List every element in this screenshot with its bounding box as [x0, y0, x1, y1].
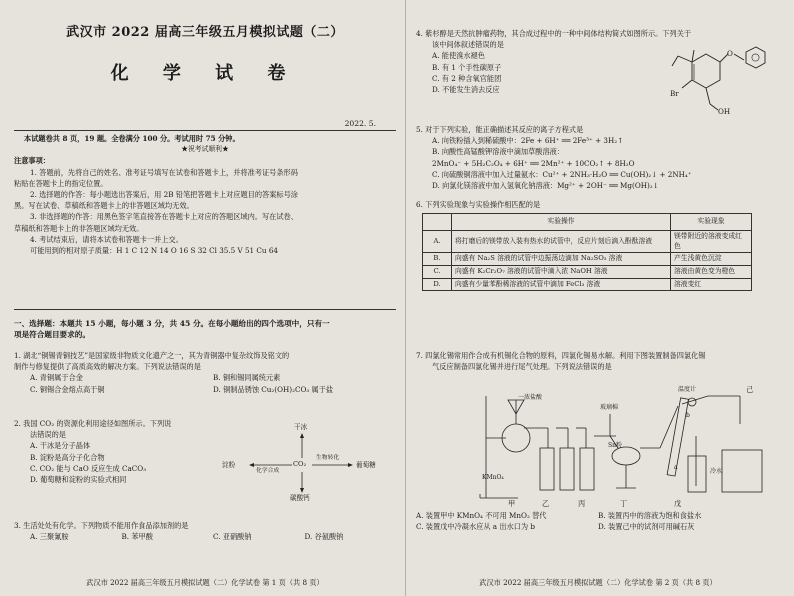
question-7-options [416, 510, 780, 532]
question-6: 6. 下列实验现象与实验操作相匹配的是 实验操作 实验现象 A. 将打磨后的镁带放入装有热水的试管中，反应片刻后滴入酚酞溶液 镁带附近的溶液变成红色 B. 向盛有 Na₂S 溶液的试管中边振荡边滴加 Na₂SO₃ 溶液 产生浅黄色沉淀 C. 向盛有 K₂Cr₂O₇ 溶液的试管中滴入浓 NaOH 溶液 溶液由黄色变为橙色 D. 向盛有少量苯酚稀溶液的试管中滴加 FeCl₃ 溶液 溶液变红 [416, 199, 780, 291]
q3-option-c: C. 亚硝酸钠 [213, 532, 252, 542]
label-apparatus-jia: 甲 [508, 499, 516, 508]
q4-option-b: B. 有 1 个手性碳原子 [432, 62, 502, 72]
q1-option-b: B. 铜和锡同属统元素 [213, 373, 281, 383]
label-kmno4: KMnO₄ [482, 474, 504, 481]
scheme-dry-ice: 干冰 [294, 423, 308, 431]
q1-option-c: C. 铜锡合金熔点高于铜 [30, 384, 105, 394]
question-1: 1. 湖北“铜锡青铜技艺”是国家级非物质文化遗产之一，其为青铜器中复杂纹饰及铭文的 制作与修复提供了高质高效的解决方案。下列说法错误的是 A. 青铜属于合金 B. 铜和锡同属统元素 C. 铜锡合金熔点高于铜 D. 铜制品锈蚀 Cu₂(OH)₂CO₃ 属于盐 [14, 350, 396, 395]
label-apparatus-bing: 丙 [578, 499, 586, 508]
label-apparatus-ding: 丁 [620, 499, 628, 508]
exam-date: 2022. 5. [344, 119, 376, 128]
scheme-glucose: 葡萄糖 [356, 461, 376, 469]
scheme-calcium-carbonate: 碳酸钙 [290, 494, 310, 502]
note-line: 1. 答题前，先将自己的姓名、准考证号填写在试卷和答题卡上，并将准考证号条形码 [30, 167, 298, 177]
exam-wish: ★祝考试顺利★ [181, 145, 229, 154]
table-row: D. 向盛有少量苯酚稀溶液的试管中滴加 FeCl₃ 溶液 溶液变红 [423, 278, 752, 291]
exam-info: 本试题卷共 8 页，19 题。全卷满分 100 分。考试用时 75 分钟。 [24, 134, 240, 143]
q4-option-d: D. 不能发生消去反应 [432, 85, 500, 95]
column-header-operation: 实验操作 [452, 214, 671, 231]
structure-label-o: O [727, 49, 733, 58]
q2-option-a: A. 干冰是分子晶体 [30, 441, 91, 451]
page-2 [416, 0, 780, 596]
apparatus-diagram [478, 376, 768, 508]
intermediate-structure [654, 42, 774, 120]
note-line: 黑。写在试卷、草稿纸和答题卡上的非答题区域均无效。 [14, 201, 194, 211]
header-rule [14, 130, 396, 131]
table-row: C. 向盛有 K₂Cr₂O₇ 溶液的试管中滴入浓 NaOH 溶液 溶液由黄色变为橙色 [423, 265, 752, 278]
page-2-footer: 武汉市 2022 届高三年级五月模拟试题（二）化学试卷 第 2 页（共 8 页） [479, 577, 717, 587]
q5-option-b: B. 向酸性高锰酸钾溶液中滴加草酸溶液： [432, 147, 565, 157]
co2-utilization-diagram [222, 424, 382, 504]
question-7: 7. 四氯化锡常用作合成有机锡化合物的原料，四氯化锡易水解。利用下图装置制备四氯化锡 气反应制备四氯化锡并进行尾气处理。下列说法错误的是 [416, 351, 706, 372]
q5-option-c: C. 向硫酸铜溶液中加入过量氨水：Cu²⁺ + 2NH₃·H₂O ══ Cu(OH)₂↓ + 2NH₄⁺ [432, 169, 692, 179]
table-row: B. 向盛有 Na₂S 溶液的试管中边振荡边滴加 Na₂SO₃ 溶液 产生浅黄色沉淀 [423, 253, 752, 266]
label-glass-wool: 玻璃棉 [600, 404, 619, 411]
q5-option-a: A. 向铁粉插入到稀硫酸中：2Fe + 6H⁺ ══ 2Fe³⁺ + 3H₂↑ [432, 136, 624, 146]
q7-option-b: B. 装置丙中的溶液为饱和食盐水 [598, 511, 702, 520]
q5-option-d: D. 向氯化镁溶液中加入氢氧化钠溶液：Mg²⁺ + 2OH⁻ ══ Mg(OH)₂↓ [432, 181, 659, 191]
notes-rule [14, 309, 396, 310]
q7-option-d: D. 装置己中的试剂可用碱石灰 [598, 522, 695, 532]
label-cold-water: 冷水 [710, 468, 723, 475]
page-1 [14, 0, 396, 596]
scheme-co2: CO₂ [293, 460, 307, 468]
label-apparatus-ji: 己 [746, 385, 754, 394]
q3-option-b: B. 苯甲酸 [121, 532, 153, 542]
question-5: 5. 对于下列实验，能正确描述其反应的离子方程式是 A. 向铁粉插入到稀硫酸中：2Fe + 6H⁺ ══ 2Fe³⁺ + 3H₂↑ B. 向酸性高锰酸钾溶液中滴加草酸溶液： 2MnO₄⁻ + 5H₂C₂O₄ + 6H⁺ ══ 2Mn²⁺ + 10CO₂↑ + 8H₂O C. 向硫酸铜溶液中加入过量氨水：Cu²⁺ + 2NH₃·H₂O ══ Cu(OH)₂↓ + 2NH₄⁺ D. 向氯化镁溶液中加入氢氧化钠溶液：Mg²⁺ + 2OH⁻ ══ Mg(OH)₂↓ [416, 124, 780, 191]
structure-label-oh: OH [718, 107, 731, 116]
page-divider [405, 0, 406, 596]
note-line: 草稿纸和答题卡上的非答题区域均无效。 [14, 223, 144, 233]
label-outlet-a: a [674, 464, 678, 471]
q1-option-a: A. 青铜属于合金 [30, 373, 83, 383]
q7-option-c: C. 装置戊中冷凝水应从 a 出水口为 b [416, 522, 535, 532]
question-3: 3. 生活处处有化学。下列物质不能用作食品添加剂的是 A. 三聚氰胺 B. 苯甲酸 C. 亚硝酸钠 D. 谷氨酸钠 [14, 520, 396, 542]
label-hcl-funnel: 一浓盐酸 [518, 394, 543, 401]
question-4: 4. 紫杉醇是天然抗肿瘤药物，其合成过程中的一种中间体结构简式如图所示。下列关于 该中间体叙述错误的是 A. 能使溴水褪色 B. 有 1 个手性碳原子 C. 有 2 种含氧官能团 D. 不能发生消去反应 [416, 28, 780, 95]
label-sn-powder: Sn粉 [608, 442, 622, 449]
q2-option-b: B. 淀粉是高分子化合物 [30, 452, 105, 462]
label-apparatus-wu: 戊 [674, 499, 682, 508]
scheme-left-arrow-label: 化学合成 [256, 468, 280, 474]
q4-option-c: C. 有 2 种含氧官能团 [432, 73, 502, 83]
scheme-starch: 淀粉 [222, 461, 236, 469]
q5-option-b-equation: 2MnO₄⁻ + 5H₂C₂O₄ + 6H⁺ ══ 2Mn²⁺ + 10CO₂↑ + 8H₂O [432, 158, 635, 168]
q1-option-d: D. 铜制品锈蚀 Cu₂(OH)₂CO₃ 属于盐 [213, 384, 334, 394]
q3-option-a: A. 三聚氰胺 [30, 532, 69, 542]
note-line: 3. 非选择题的作答：用黑色签字笔直接答在答题卡上对应的答题区域内。写在试卷、 [30, 212, 298, 222]
q2-option-c: C. CO₂ 能与 CaO 反应生成 CaCO₃ [30, 463, 147, 473]
exam-title: 武汉市 2022 届高三年级五月模拟试题（二） [66, 25, 344, 40]
structure-drawing [654, 42, 774, 120]
structure-label-br: Br [670, 89, 679, 98]
section-1-heading: 一、选择题：本题共 15 小题，每小题 3 分，共 45 分。在每小题给出的四个选项中，只有一 项是符合题目要求的。 [14, 319, 330, 340]
subject-title: 化 学 试 卷 [110, 63, 300, 84]
q7-option-a: A. 装置甲中 KMnO₄ 不可用 MnO₂ 替代 [416, 511, 547, 520]
q2-option-d: D. 葡萄糖和淀粉的实验式相同 [30, 475, 127, 485]
note-line: 粘贴在答题卡上的指定位置。 [14, 178, 108, 188]
q4-option-a: A. 能使溴水褪色 [432, 51, 485, 61]
question-2: 2. 我国 CO₂ 的资源化利用途径如图所示。下列说 法错误的是 A. 干冰是分子晶体 B. 淀粉是高分子化合物 C. CO₂ 能与 CaO 反应生成 CaCO₃ D. 葡萄糖和淀粉的实验式相同 [14, 418, 396, 485]
scheme-right-arrow-label: 生物转化 [316, 455, 340, 461]
note-line: 2. 选择题的作答：每小题选出答案后，用 2B 铅笔把答题卡上对应题目的答案标号涂 [30, 190, 298, 200]
table-header-row [423, 214, 752, 231]
label-apparatus-yi: 乙 [542, 499, 550, 508]
table-row: A. 将打磨后的镁带放入装有热水的试管中，反应片刻后滴入酚酞溶液 镁带附近的溶液变成红色 [423, 231, 752, 253]
label-inlet-b: b [686, 412, 690, 419]
atomic-masses: 可能用到的相对原子质量：H 1 C 12 N 14 O 16 S 32 Cl 35.5 V 51 Cu 64 [30, 246, 278, 256]
q6-table [422, 213, 752, 291]
note-line: 4. 考试结束后，请将本试卷和答题卡一并上交。 [30, 234, 183, 244]
column-header-phenomenon: 实验现象 [671, 214, 752, 231]
notes-heading: 注意事项： [14, 156, 50, 166]
page-1-footer: 武汉市 2022 届高三年级五月模拟试题（二）化学试卷 第 1 页（共 8 页） [86, 577, 324, 587]
label-thermometer: 温度计 [678, 386, 697, 393]
exam-info-block [14, 133, 396, 256]
q3-option-d: D. 谷氨酸钠 [304, 532, 344, 542]
